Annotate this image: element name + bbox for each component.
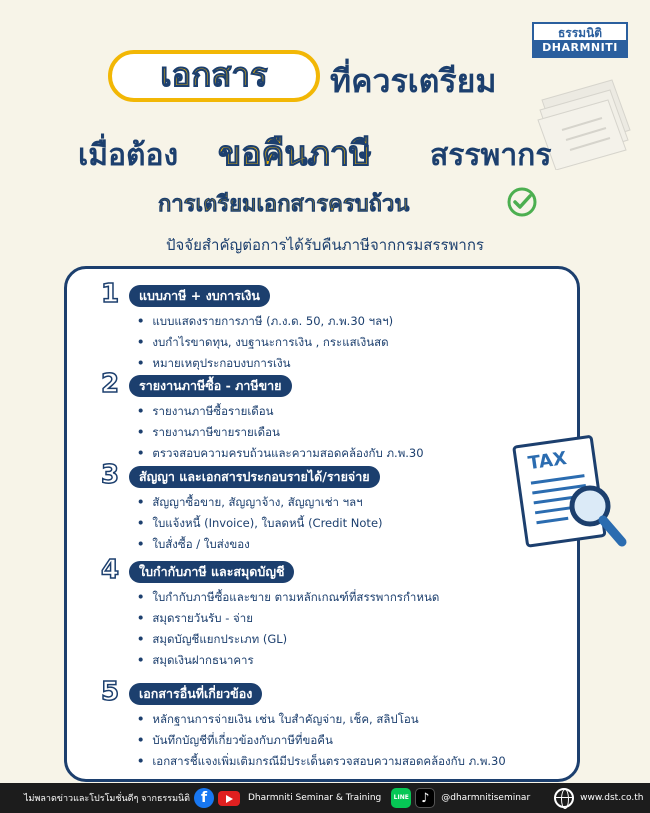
facebook-icon[interactable]: f — [194, 788, 214, 808]
list-item: • สมุดบัญชีแยกประเภท (GL) — [137, 629, 439, 650]
section-number: 5 — [100, 677, 120, 707]
tax-document-magnifier-icon — [508, 428, 630, 558]
list-item: • ใบแจ้งหนี้ (Invoice), ใบลดหนี้ (Credit Note) — [137, 513, 383, 534]
list-item: • ตรวจสอบความครบถ้วนและความสอดคล้องกับ ภ.พ.30 — [137, 443, 424, 464]
list-item: • สัญญาซื้อขาย, สัญญาจ้าง, สัญญาเช่า ฯลฯ — [137, 492, 383, 513]
footer-website[interactable]: www.dst.co.th — [580, 793, 644, 803]
globe-icon[interactable] — [554, 788, 574, 808]
section-title: เอกสารอื่นที่เกี่ยวข้อง — [129, 683, 262, 705]
brand-name-en: DHARMNITI — [534, 40, 626, 56]
youtube-icon[interactable] — [218, 791, 240, 806]
title-line2-highlight: ขอคืนภาษี — [218, 134, 372, 174]
title-highlight-pill: เอกสาร — [108, 50, 320, 102]
brand-name-th: ธรรมนิติ — [557, 26, 603, 40]
section-items — [137, 492, 383, 555]
tiktok-icon[interactable]: ♪ — [415, 788, 435, 808]
section-title: รายงานภาษีซื้อ - ภาษีขาย — [129, 375, 292, 397]
list-item: • บันทึกบัญชีที่เกี่ยวข้องกับภาษีที่ขอคืน — [137, 730, 506, 751]
line-icon[interactable]: LINE — [391, 788, 411, 808]
list-item: • งบกำไรขาดทุน, งบฐานะการเงิน , กระแสเงินสด — [137, 332, 393, 353]
footer-tagline: ไม่พลาดข่าวและโปรโมชั่นดีๆ จากธรรมนิติ — [24, 794, 191, 804]
section-items — [137, 401, 424, 464]
footer-channel-name: Dharmniti Seminar & Training — [248, 793, 382, 803]
documents-card — [64, 266, 580, 782]
section-items — [137, 311, 393, 374]
title-line3: การเตรียมเอกสารครบถ้วน — [158, 192, 410, 217]
list-item: • สมุดรายวันรับ - จ่าย — [137, 608, 439, 629]
tax-label: TAX — [526, 448, 569, 475]
list-item: • รายงานภาษีขายรายเดือน — [137, 422, 424, 443]
title-line2-a: เมื่อต้อง — [78, 138, 179, 173]
section-items — [137, 709, 506, 772]
list-item: • หมายเหตุประกอบงบการเงิน — [137, 353, 393, 374]
section-number: 2 — [100, 369, 120, 399]
title-line1: ที่ควรเตรียม — [330, 62, 497, 100]
section-number: 1 — [100, 279, 120, 309]
section-number: 3 — [100, 460, 120, 490]
section-title: ใบกำกับภาษี และสมุดบัญชี — [129, 561, 294, 583]
list-item: • ใบกำกับภาษีซื้อและขาย ตามหลักเกณฑ์ที่สรรพากรกำหนด — [137, 587, 439, 608]
section-title: แบบภาษี + งบการเงิน — [129, 285, 270, 307]
list-item: • แบบแสดงรายการภาษี (ภ.ง.ด. 50, ภ.พ.30 ฯลฯ) — [137, 311, 393, 332]
footer-bar — [0, 783, 650, 813]
list-item: • รายงานภาษีซื้อรายเดือน — [137, 401, 424, 422]
list-item: • สมุดเงินฝากธนาคาร — [137, 650, 439, 671]
section-items — [137, 587, 439, 671]
footer-handle: @dharmnitiseminar — [441, 793, 531, 803]
section-number: 4 — [100, 555, 120, 585]
list-item: • เอกสารชี้แจงเพิ่มเติมกรณีมีประเด็นตรวจสอบความสอดคล้องกับ ภ.พ.30 — [137, 751, 506, 772]
list-item: • ใบสั่งซื้อ / ใบส่งของ — [137, 534, 383, 555]
title-line2-b: สรรพากร — [430, 138, 552, 173]
check-circle-icon — [506, 186, 538, 218]
subtitle: ปัจจัยสำคัญต่อการได้รับคืนภาษีจากกรมสรรพากร — [166, 236, 484, 254]
list-item: • หลักฐานการจ่ายเงิน เช่น ใบสำคัญจ่าย, เช็ค, สลิปโอน — [137, 709, 506, 730]
brand-logo — [532, 22, 628, 58]
section-title: สัญญา และเอกสารประกอบรายได้/รายจ่าย — [129, 466, 380, 488]
